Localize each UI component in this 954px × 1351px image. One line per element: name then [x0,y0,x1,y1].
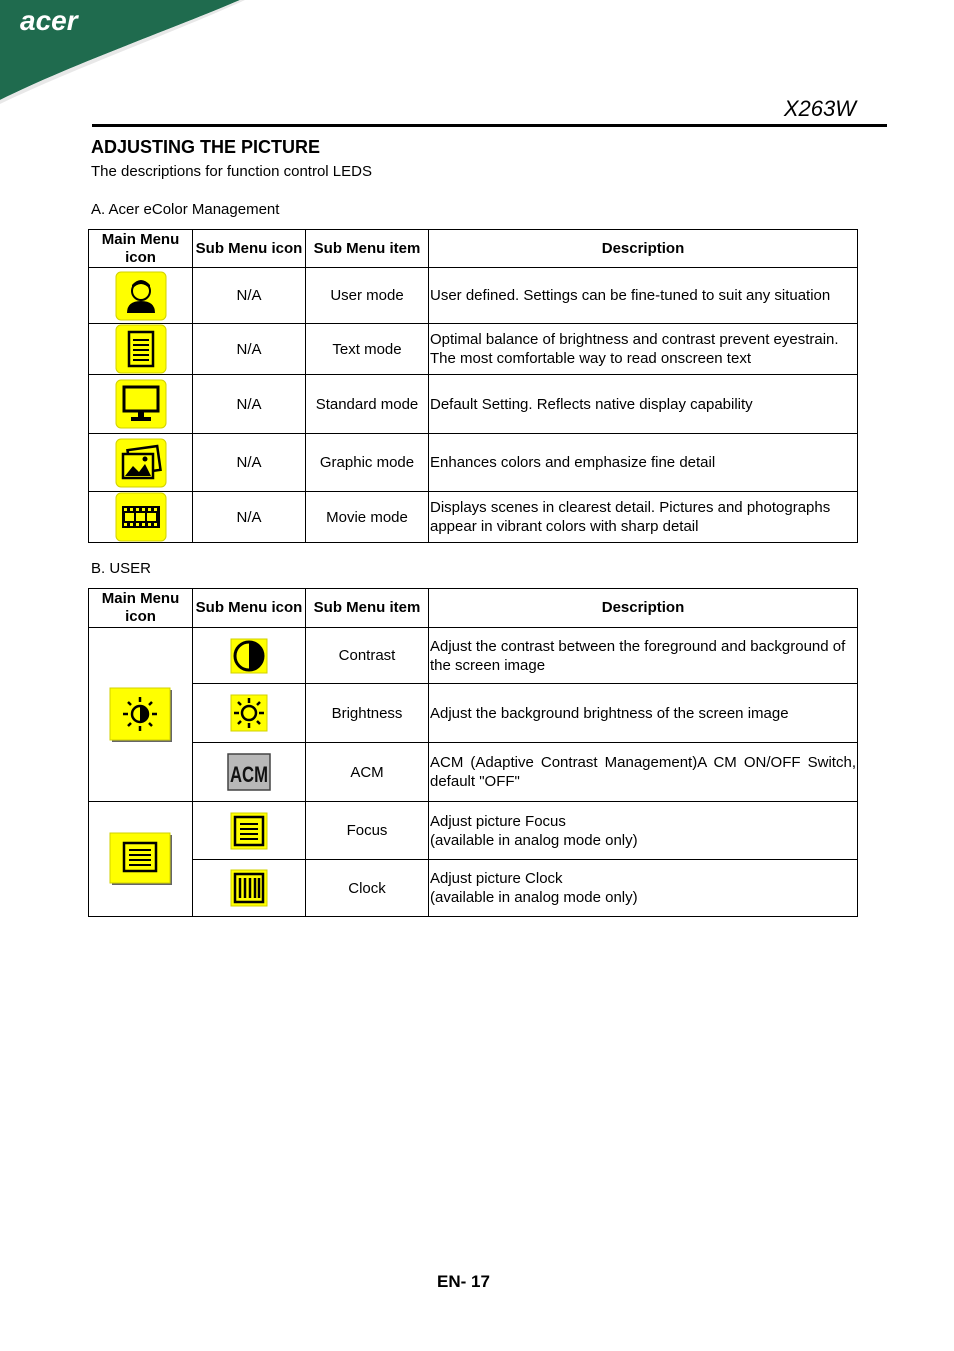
description: Optimal balance of brightness and contrast prevent eyestrain. The most comfortable way to read onscreen text [429,324,858,375]
user-table [88,588,858,917]
sub-menu-icon-cell: N/A [193,268,306,324]
sub-menu-item: Standard mode [306,375,429,434]
focus-icon [230,812,268,850]
table-b-caption: B. USER [91,560,152,577]
sub-menu-item: Clock [306,860,429,917]
acer-logo [0,0,260,110]
table-row [89,860,858,917]
description: Enhances colors and emphasize fine detail [429,434,858,492]
clock-icon [230,869,268,907]
description: Adjust the background brightness of the screen image [429,684,858,743]
header-description: Description [429,230,858,268]
section-title: ADJUSTING THE PICTURE [91,137,321,157]
description-line: (available in analog mode only) [430,831,638,849]
description: ACM (Adaptive Contrast Management)A CM ON/OFF Switch, default "OFF" [429,743,858,802]
sub-menu-item: User mode [306,268,429,324]
sub-menu-item: Contrast [306,628,429,684]
ecolor-table [88,229,858,543]
table-a-caption: A. Acer eColor Management [91,201,280,218]
header-sub-menu-icon: Sub Menu icon [193,230,306,268]
description-line: Adjust picture Focus [430,812,566,830]
movie-mode-icon [115,492,167,542]
brightness-contrast-icon [109,687,173,743]
brand-wordmark: acer [20,5,78,36]
table-row [89,268,858,324]
description [429,802,858,860]
contrast-icon [230,638,268,674]
table-row [89,743,858,802]
description: Adjust the contrast between the foreground and background of the screen image [429,628,858,684]
sub-menu-icon-cell: N/A [193,492,306,543]
acm-icon [227,753,271,791]
table-row [89,492,858,543]
section-intro: The descriptions for function control LEDS [91,163,372,180]
text-mode-icon [115,324,167,374]
header-sub-menu-icon: Sub Menu icon [193,589,306,628]
model-name: X263W [783,96,856,121]
description-line: Adjust picture Clock [430,870,563,887]
header-main-menu-icon: Main Menu icon [89,589,193,628]
table-row [89,324,858,375]
header-description: Description [429,589,858,628]
table-row [89,375,858,434]
description [429,860,858,917]
header-rule [92,124,887,127]
table-row [89,684,858,743]
sub-menu-item: Brightness [306,684,429,743]
brightness-icon [230,694,268,732]
description: Default Setting. Reflects native display capability [429,375,858,434]
header-sub-menu-item: Sub Menu item [306,589,429,628]
sub-menu-item: Text mode [306,324,429,375]
header-sub-menu-item: Sub Menu item [306,230,429,268]
header-main-menu-icon: Main Menu icon [89,230,193,268]
sub-menu-item: Graphic mode [306,434,429,492]
sub-menu-icon-cell: N/A [193,375,306,434]
table-row [89,628,858,684]
description: Displays scenes in clearest detail. Pictures and photographs appear in vibrant colors with sharp detail [429,492,858,543]
sub-menu-item: Movie mode [306,492,429,543]
sub-menu-icon-cell: N/A [193,324,306,375]
page-number: EN- 17 [437,1272,490,1291]
description-line: (available in analog mode only) [430,889,638,906]
acm-icon-label: ACM [230,762,268,787]
standard-mode-icon [115,379,167,429]
user-mode-icon [115,271,167,321]
table-row [89,802,858,860]
picture-settings-icon [109,832,173,886]
sub-menu-item: Focus [306,802,429,860]
table-row [89,434,858,492]
description: User defined. Settings can be fine-tuned to suit any situation [429,268,858,324]
sub-menu-item: ACM [306,743,429,802]
sub-menu-icon-cell: N/A [193,434,306,492]
graphic-mode-icon [115,438,167,488]
